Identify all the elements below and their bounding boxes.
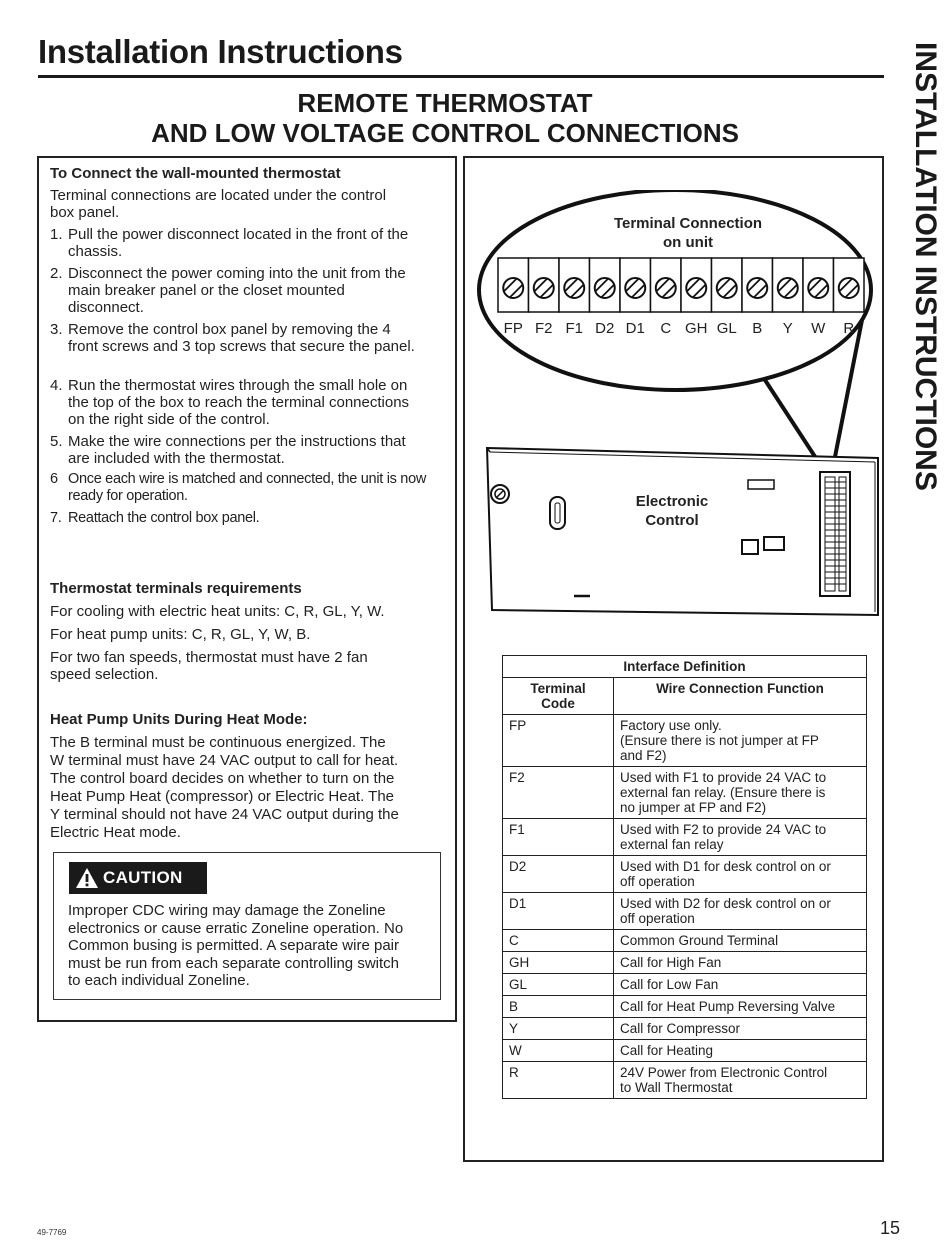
- terminal-code-cell: GH: [503, 952, 614, 974]
- step-text: Make the wire connections per the instructions that are included with the thermostat.: [68, 433, 406, 467]
- terminal-label: C: [660, 320, 672, 337]
- heatpump-line: Electric Heat mode.: [50, 824, 181, 841]
- step-text: Run the thermostat wires through the small hole on the top of the box to reach the terminal connections on the right side of the control.: [68, 377, 410, 428]
- wire-function-line: Call for Compressor: [620, 1021, 741, 1036]
- wire-function-line: Common Ground Terminal: [620, 933, 779, 948]
- connect-heading: To Connect the wall-mounted thermostat: [50, 165, 341, 182]
- wire-function-line: Factory use only.: [620, 718, 722, 733]
- terminal-label: Y: [782, 320, 793, 337]
- wire-function-cell: [614, 952, 867, 974]
- column-header-function: Wire Connection Function: [614, 678, 867, 715]
- terminal-label: GH: [685, 320, 708, 337]
- side-tab: [906, 42, 946, 532]
- wire-function-line: external fan relay. (Ensure there is: [620, 785, 826, 800]
- heatpump-line: The control board decides on whether to turn on the: [50, 770, 395, 787]
- requirements-line-1: For cooling with electric heat units: C, R, GL, Y, W.: [50, 603, 385, 620]
- caution-line: Improper CDC wiring may damage the Zoneline: [68, 902, 386, 919]
- requirements-heading: Thermostat terminals requirements: [50, 580, 302, 597]
- step-text: Reattach the control box panel.: [68, 510, 260, 526]
- caution-line: to each individual Zoneline.: [68, 972, 250, 989]
- table-row: [503, 1018, 867, 1040]
- column-header-line: Terminal: [530, 681, 586, 696]
- connect-intro-line2: box panel.: [50, 204, 120, 221]
- terminal-code-cell: Y: [503, 1018, 614, 1040]
- wire-function-cell: [614, 1018, 867, 1040]
- header-rule: [38, 75, 884, 78]
- terminal-diagram: [470, 190, 882, 620]
- heatpump-line: Y terminal should not have 24 VAC output during the: [50, 806, 399, 823]
- wire-function-line: 24V Power from Electronic Control: [620, 1065, 828, 1080]
- heatpump-line: W terminal must have 24 VAC output to call for heat.: [50, 752, 399, 769]
- table-row: [503, 819, 867, 856]
- connect-intro-line1: Terminal connections are located under the control: [50, 187, 387, 204]
- wire-function-line: (Ensure there is not jumper at FP: [620, 733, 819, 748]
- wire-function-line: Call for Heating: [620, 1043, 714, 1058]
- step-number: 4.: [50, 377, 63, 394]
- step-text: Disconnect the power coming into the unit from the main breaker panel or the closet mounted disconnect.: [68, 265, 406, 316]
- wire-function-cell: [614, 1062, 867, 1099]
- wire-function-line: Call for Low Fan: [620, 977, 719, 992]
- wire-function-line: external fan relay: [620, 837, 724, 852]
- table-row: [503, 996, 867, 1018]
- step-6: [50, 471, 435, 505]
- callout-title-line2: on unit: [663, 234, 713, 251]
- step-number: 3.: [50, 321, 63, 338]
- step-7: [50, 510, 435, 527]
- wire-function-cell: [614, 819, 867, 856]
- board-label-line2: Control: [645, 512, 699, 529]
- table-title-row: [503, 656, 867, 678]
- wire-function-line: Call for Heat Pump Reversing Valve: [620, 999, 836, 1014]
- wire-function-line: Used with D2 for desk control on or: [620, 896, 831, 911]
- table-row: [503, 952, 867, 974]
- table-header-row: [503, 678, 867, 715]
- document-code: 49-7769: [37, 1228, 67, 1237]
- table-row: [503, 767, 867, 819]
- wire-function-line: Call for High Fan: [620, 955, 722, 970]
- page-header-title: Installation Instructions: [38, 33, 403, 70]
- terminal-code-cell: W: [503, 1040, 614, 1062]
- column-header-terminal: [503, 678, 614, 715]
- side-tab-label: INSTALLATION INSTRUCTIONS: [909, 42, 942, 491]
- section-title-line2: AND LOW VOLTAGE CONTROL CONNECTIONS: [151, 118, 739, 148]
- terminal-code-cell: C: [503, 930, 614, 952]
- step-number: 7.: [50, 510, 62, 526]
- step-number: 2.: [50, 265, 63, 282]
- wire-function-cell: [614, 996, 867, 1018]
- requirements-line-3b: speed selection.: [50, 666, 159, 683]
- heatpump-line: Heat Pump Heat (compressor) or Electric Heat. The: [50, 788, 395, 805]
- terminal-label: B: [752, 320, 763, 337]
- step-number: 6: [50, 471, 58, 487]
- terminal-label: F2: [534, 320, 553, 337]
- heatpump-line: The B terminal must be continuous energized. The: [50, 734, 386, 751]
- terminal-label: R: [843, 320, 855, 337]
- table-row: [503, 856, 867, 893]
- table-row: [503, 1062, 867, 1099]
- wire-function-cell: [614, 767, 867, 819]
- table-title: Interface Definition: [503, 656, 867, 678]
- terminal-code-cell: F1: [503, 819, 614, 856]
- terminal-code-cell: FP: [503, 715, 614, 767]
- caution-label: CAUTION: [103, 868, 183, 887]
- wire-function-line: to Wall Thermostat: [620, 1080, 733, 1095]
- terminal-label: F1: [565, 320, 584, 337]
- terminal-code-cell: F2: [503, 767, 614, 819]
- caution-line: Common busing is permitted. A separate wire pair: [68, 937, 399, 954]
- wire-function-cell: [614, 715, 867, 767]
- terminal-code-cell: R: [503, 1062, 614, 1099]
- section-title-line1: REMOTE THERMOSTAT: [297, 88, 593, 118]
- wire-function-cell: [614, 856, 867, 893]
- table-row: [503, 893, 867, 930]
- terminal-code-cell: GL: [503, 974, 614, 996]
- terminal-label: W: [811, 320, 826, 337]
- wire-function-line: off operation: [620, 874, 695, 889]
- wire-function-cell: [614, 1040, 867, 1062]
- terminal-label: D2: [595, 320, 615, 337]
- caution-line: must be run from each separate controlling switch: [68, 954, 399, 972]
- terminal-code-cell: B: [503, 996, 614, 1018]
- caution-badge: [69, 862, 207, 894]
- table-row: [503, 974, 867, 996]
- step-text: Once each wire is matched and connected, the unit is now ready for operation.: [68, 471, 426, 504]
- requirements-line-2: For heat pump units: C, R, GL, Y, W, B.: [50, 626, 311, 643]
- wire-function-cell: [614, 893, 867, 930]
- wire-function-line: Used with F1 to provide 24 VAC to: [620, 770, 827, 785]
- wire-function-line: and F2): [620, 748, 667, 763]
- step-5: [50, 433, 435, 467]
- step-number: 5.: [50, 433, 63, 450]
- caution-line: electronics or cause erratic Zoneline operation. No: [68, 919, 404, 937]
- wire-function-cell: [614, 930, 867, 952]
- terminal-code-cell: D2: [503, 856, 614, 893]
- wire-function-cell: [614, 974, 867, 996]
- requirements-line-3a: For two fan speeds, thermostat must have 2 fan: [50, 649, 368, 666]
- page-number: 15: [880, 1218, 901, 1238]
- callout-title-line1: Terminal Connection: [613, 215, 763, 232]
- caution-text: [68, 902, 436, 990]
- terminal-label: D1: [625, 320, 645, 337]
- step-4: [50, 377, 435, 428]
- step-number: 1.: [50, 226, 63, 243]
- interface-definition-table: [502, 655, 867, 1099]
- wire-function-line: off operation: [620, 911, 695, 926]
- wire-function-line: Used with F2 to provide 24 VAC to: [620, 822, 827, 837]
- step-2: [50, 265, 435, 316]
- wire-function-line: Used with D1 for desk control on or: [620, 859, 831, 874]
- board-label-line1: Electronic: [635, 493, 709, 510]
- step-text: Pull the power disconnect located in the front of the chassis.: [68, 226, 409, 260]
- wire-function-line: no jumper at FP and F2): [620, 800, 767, 815]
- step-3: [50, 321, 435, 355]
- control-board: [487, 448, 878, 615]
- warning-icon: [75, 867, 99, 889]
- heatpump-heading: Heat Pump Units During Heat Mode:: [50, 711, 308, 728]
- step-text: Remove the control box panel by removing the 4 front screws and 3 top screws that secure the panel.: [68, 321, 415, 355]
- table-row: [503, 1040, 867, 1062]
- terminal-code-cell: D1: [503, 893, 614, 930]
- terminal-label: FP: [503, 320, 523, 337]
- step-1: [50, 226, 435, 260]
- table-row: [503, 930, 867, 952]
- column-header-line: Code: [541, 696, 575, 711]
- table-row: [503, 715, 867, 767]
- terminal-label: GL: [716, 320, 737, 337]
- section-title: [0, 88, 890, 148]
